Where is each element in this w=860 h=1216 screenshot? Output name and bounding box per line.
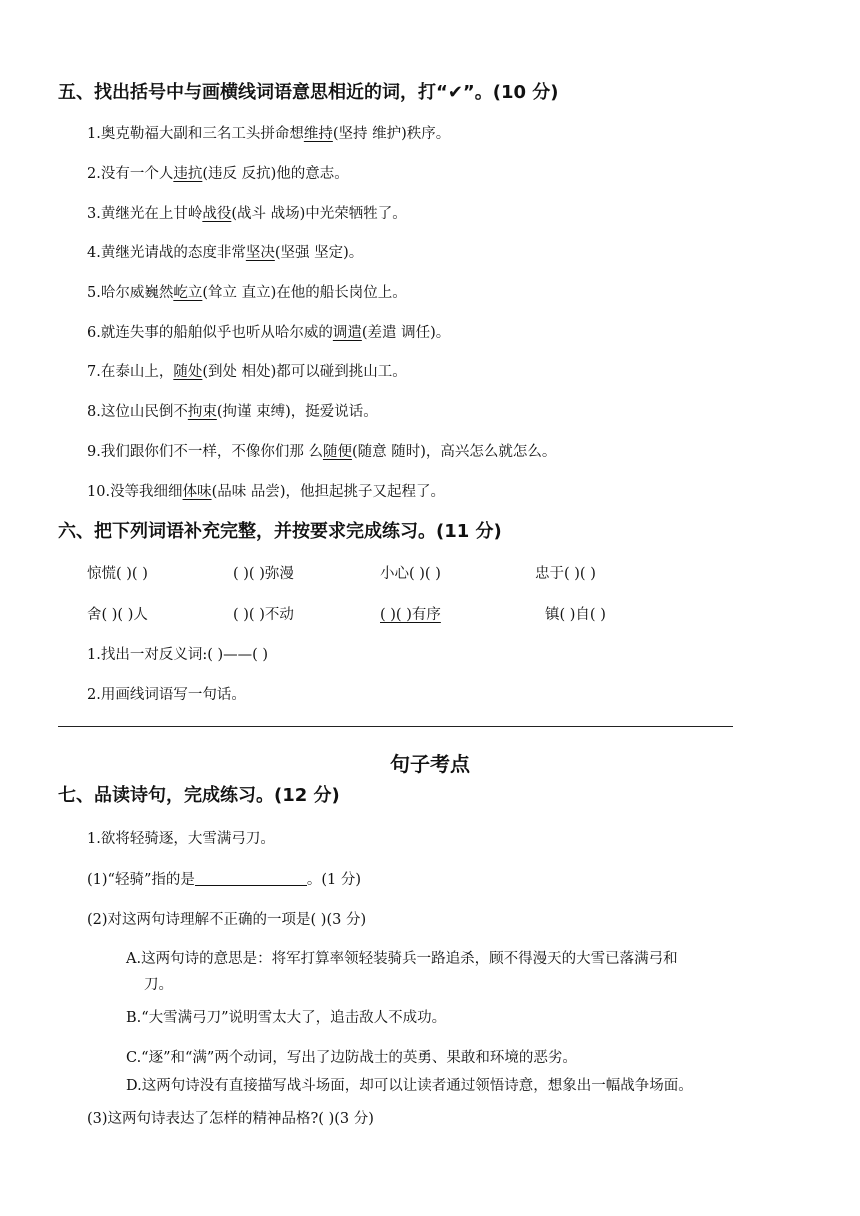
item-text: 就连失事的船舶似乎也听从哈尔威的 xyxy=(100,325,333,341)
synonym-item xyxy=(87,162,349,183)
item-text: 哈尔威巍然 xyxy=(100,285,174,301)
synonym-item xyxy=(87,241,363,262)
item-number: 9. xyxy=(87,444,101,460)
item-options: (坚强 坚定)。 xyxy=(274,245,364,261)
underlined-word: 随处 xyxy=(173,364,203,380)
question-1-score: 。(1 分) xyxy=(306,872,362,888)
item-text: 黄继光在上甘岭 xyxy=(100,206,203,222)
option-b: B.“大雪满弓刀”说明雪太大了，追击敌人不成功。 xyxy=(126,1010,447,1026)
answer-line xyxy=(58,726,733,727)
item-number: 4. xyxy=(87,245,101,261)
section-7-title: 七、品读诗句，完成练习。(12 分) xyxy=(58,785,340,806)
section-5-title: 五、找出括号中与画横线词语意思相近的词，打“✔”。(10 分) xyxy=(58,82,559,103)
question-3: (3)这两句诗表达了怎样的精神品格?( )(3 分) xyxy=(87,1111,374,1127)
synonym-item xyxy=(87,281,407,302)
poem-line: 1.欲将轻骑逐，大雪满弓刀。 xyxy=(87,831,275,847)
underlined-word: 战役 xyxy=(202,206,232,222)
item-options: (差遣 调任)。 xyxy=(361,325,451,341)
item-options: (品味 品尝)，他担起挑子又起程了。 xyxy=(211,484,445,500)
item-options: (随意 随时)，高兴怎么就怎么。 xyxy=(351,444,557,460)
word-fill-item-underlined: ( )( )有序 xyxy=(380,607,441,623)
item-options: (耸立 直立)在他的船长岗位上。 xyxy=(202,285,407,301)
underlined-word: 维持 xyxy=(303,126,333,142)
item-options: (违反 反抗)他的意志。 xyxy=(202,166,349,182)
item-number: 10. xyxy=(87,484,111,500)
underlined-word: 坚决 xyxy=(245,245,275,261)
word-fill-item: ( )( )不动 xyxy=(233,607,294,623)
item-options: (拘谨 束缚)，挺爱说话。 xyxy=(216,404,378,420)
synonym-item xyxy=(87,480,445,501)
item-text: 黄继光请战的态度非常 xyxy=(100,245,246,261)
question-1 xyxy=(87,868,361,889)
synonym-item xyxy=(87,360,407,381)
item-number: 6. xyxy=(87,325,101,341)
underlined-word: 随便 xyxy=(322,444,352,460)
synonym-item xyxy=(87,202,407,223)
synonym-item xyxy=(87,321,450,342)
item-options: (坚持 维护)秩序。 xyxy=(332,126,451,142)
word-fill-item: ( )( )弥漫 xyxy=(233,566,294,582)
item-text: 没有一个人 xyxy=(100,166,174,182)
section-6-title: 六、把下列词语补充完整，并按要求完成练习。(11 分) xyxy=(58,521,502,542)
underlined-word: 违抗 xyxy=(173,166,203,182)
word-fill-item: 忠于( )( ) xyxy=(535,566,596,582)
underlined-word: 调遣 xyxy=(332,325,362,341)
item-options: (战斗 战场)中光荣牺牲了。 xyxy=(231,206,407,222)
synonym-item xyxy=(87,440,556,461)
item-number: 8. xyxy=(87,404,101,420)
answer-blank xyxy=(195,871,307,886)
option-c: C.“逐”和“满”两个动词，写出了边防战士的英勇、果敢和环境的恶劣。 xyxy=(126,1050,577,1066)
item-number: 1. xyxy=(87,126,101,142)
item-text: 这位山民倒不 xyxy=(100,404,188,420)
item-options: (到处 相处)都可以碰到挑山工。 xyxy=(202,364,407,380)
item-text: 奥克勒福大副和三名工头拼命想 xyxy=(100,126,304,142)
sentence-question: 2.用画线词语写一句话。 xyxy=(87,687,246,703)
item-number: 3. xyxy=(87,206,101,222)
antonym-question: 1.找出一对反义词:( )——( ) xyxy=(87,647,269,663)
underlined-word: 体味 xyxy=(182,484,212,500)
item-number: 2. xyxy=(87,166,101,182)
word-fill-item: 惊慌( )( ) xyxy=(87,566,148,582)
section-heading: 句子考点 xyxy=(390,752,470,776)
option-a-continued: 刀。 xyxy=(144,977,173,993)
question-2: (2)对这两句诗理解不正确的一项是( )(3 分) xyxy=(87,912,367,928)
option-d: D.这两句诗没有直接描写战斗场面，却可以让读者通过领悟诗意，想象出一幅战争场面。 xyxy=(126,1078,693,1094)
option-a: A.这两句诗的意思是：将军打算率领轻装骑兵一路追杀，顾不得漫天的大雪已落满弓和 xyxy=(126,951,678,967)
underlined-word: 屹立 xyxy=(173,285,203,301)
item-number: 7. xyxy=(87,364,101,380)
word-fill-item: 镇( )自( ) xyxy=(545,607,606,623)
synonym-item xyxy=(87,122,450,143)
word-fill-item: 舍( )( )人 xyxy=(87,607,148,623)
word-fill-item: 小心( )( ) xyxy=(380,566,441,582)
synonym-item xyxy=(87,400,378,421)
item-text: 我们跟你们不一样，不像你们那 么 xyxy=(100,444,323,460)
item-number: 5. xyxy=(87,285,101,301)
question-1-text: (1)“轻骑”指的是 xyxy=(87,872,195,888)
underlined-word: 拘束 xyxy=(187,404,217,420)
item-text: 没等我细细 xyxy=(110,484,183,500)
item-text: 在泰山上， xyxy=(100,364,174,380)
